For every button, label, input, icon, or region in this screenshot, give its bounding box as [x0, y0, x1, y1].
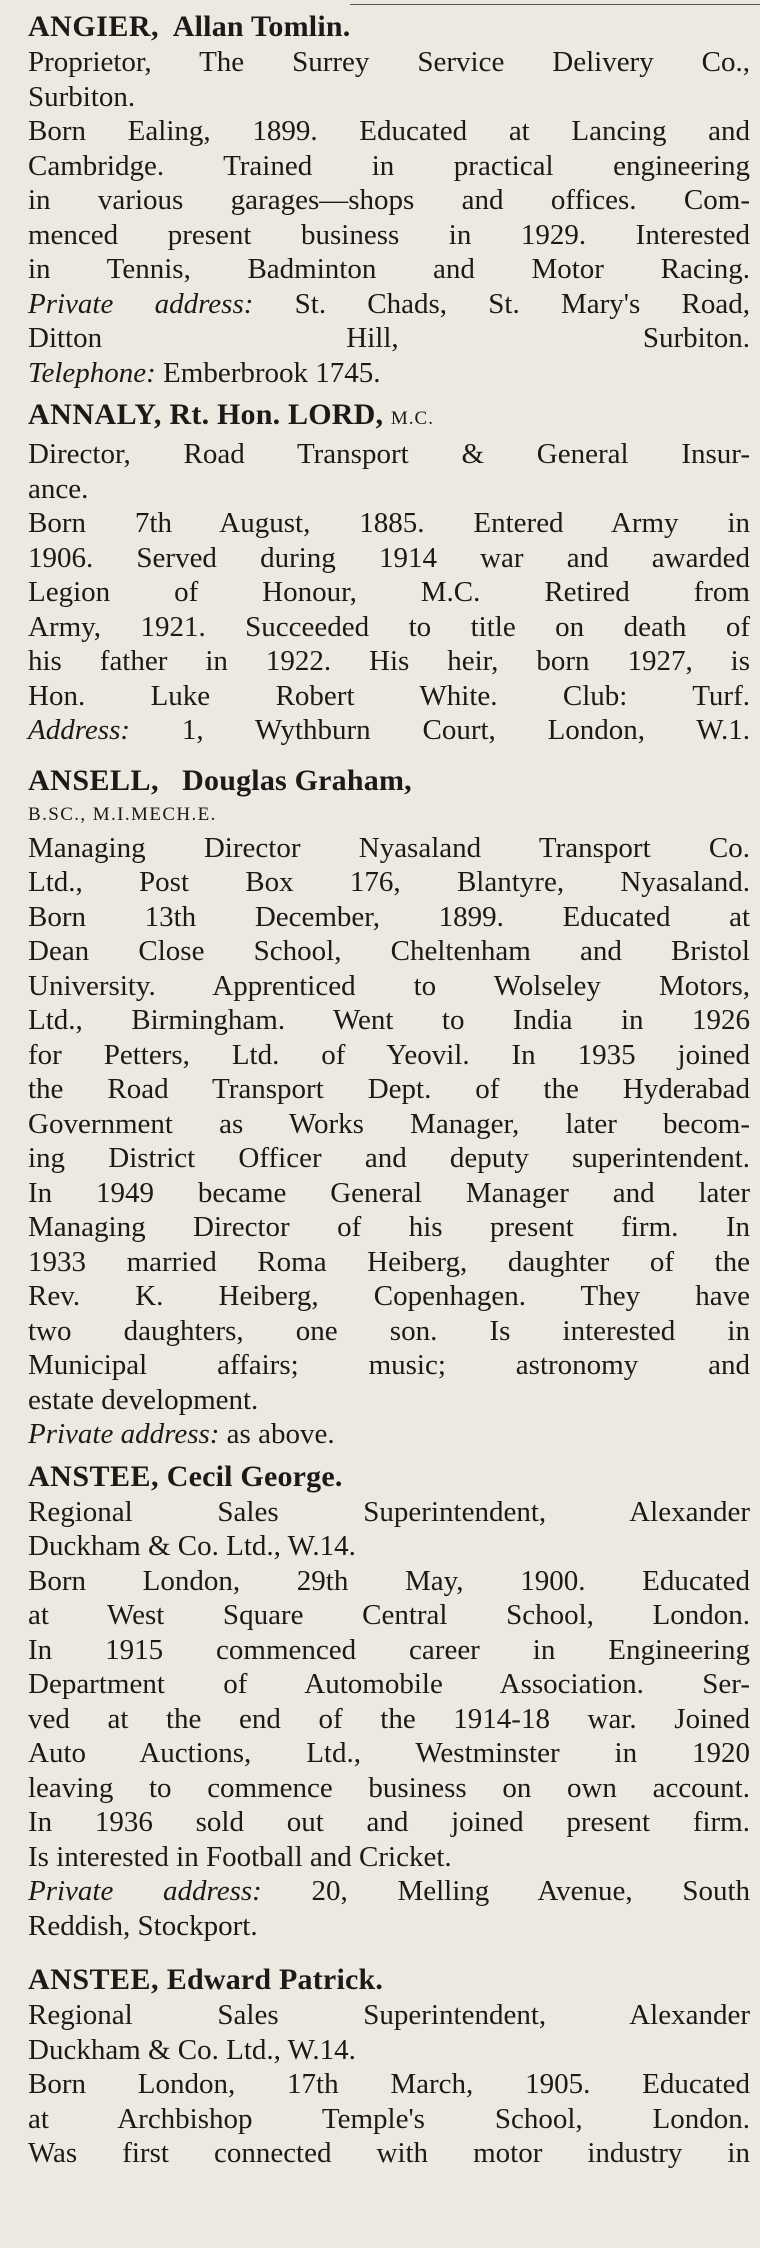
entry-text-line: two daughters, one son. Is interested in — [28, 1314, 750, 1347]
entry-text-line: Cambridge. Trained in practical engineering — [28, 149, 750, 182]
private-address-label: Private address: — [28, 1875, 262, 1907]
entry-text-line: Ltd., Post Box 176, Blantyre, Nyasaland. — [28, 866, 750, 898]
entry-text-line: Auto Auctions, Ltd., Westminster in 1920 — [28, 1737, 750, 1769]
honours-suffix: M.C. — [390, 408, 434, 429]
entry-text-line: Municipal affairs; music; astronomy and — [28, 1349, 750, 1381]
entry-text-line: in various garages—shops and offices. Com- — [28, 184, 750, 216]
entry-heading: ANSTEE, Cecil George. — [28, 1459, 343, 1493]
entry-anstee-edward — [28, 1961, 750, 2171]
private-address-label: Private address: — [28, 1418, 220, 1450]
entry-text-line: Legion of Honour, M.C. Retired from — [28, 576, 750, 608]
entry-text-line: ing District Officer and deputy superintendent. — [28, 1142, 750, 1174]
private-address-line: Private address: 20, Melling Avenue, South — [28, 1875, 751, 1907]
entry-heading: ANSELL, Douglas Graham, — [28, 763, 412, 797]
private-address-line: Ditton Hill, Surbiton. — [28, 322, 750, 354]
entry-text-line: the Road Transport Dept. of the Hyderabad — [28, 1073, 750, 1105]
entry-text-line: Rev. K. Heiberg, Copenhagen. They have — [28, 1280, 750, 1312]
entry-text-line: Surbiton. — [28, 80, 136, 113]
entry-text-line: Born London, 17th March, 1905. Educated — [28, 2068, 750, 2100]
entry-text-line: Hon. Luke Robert White. Club: Turf. — [28, 679, 750, 712]
entry-text-line: University. Apprenticed to Wolseley Motors, — [28, 969, 750, 1002]
address-label: Address: — [28, 714, 131, 746]
entry-text-line: In 1949 became General Manager and later — [28, 1176, 750, 1209]
entry-heading: ANSTEE, Edward Patrick. — [28, 1963, 384, 1996]
private-address-line: Private address: as above. — [28, 1418, 335, 1450]
entry-heading: ANNALY, Rt. Hon. LORD, M.C. — [28, 398, 434, 431]
entry-text-line: Was first connected with motor industry in — [28, 2137, 750, 2169]
qualifications: B.SC., M.I.MECH.E. — [28, 803, 217, 825]
entry-text-line: estate development. — [28, 1383, 259, 1416]
entry-text-line: Dean Close School, Cheltenham and Bristol — [28, 935, 750, 967]
entry-heading: ANGIER, Allan Tomlin. — [28, 10, 351, 43]
entry-text-line: 1906. Served during 1914 war and awarded — [28, 541, 750, 574]
entry-text-line: menced present business in 1929. Interested — [28, 218, 750, 251]
entry-text-line: Regional Sales Superintendent, Alexander — [28, 1495, 750, 1528]
entry-text-line: In 1936 sold out and joined present firm. — [28, 1806, 750, 1838]
entry-text-line: Director, Road Transport & General Insur- — [28, 438, 750, 470]
entry-text-line: leaving to commence business on own account. — [28, 1771, 750, 1804]
entry-text-line: In 1915 commenced career in Engineering — [28, 1633, 750, 1666]
address-line: Address: 1, Wythburn Court, London, W.1. — [28, 714, 751, 746]
entry-text-line: ved at the end of the 1914-18 war. Joined — [28, 1702, 750, 1735]
entry-text-line: Born Ealing, 1899. Educated at Lancing and — [28, 115, 750, 147]
entry-text-line: Government as Works Manager, later becom- — [28, 1107, 750, 1140]
private-address-line: Private address: St. Chads, St. Mary's Road, — [28, 287, 750, 320]
entry-text-line: Regional Sales Superintendent, Alexander — [28, 1999, 750, 2031]
entry-text-line: 1933 married Roma Heiberg, daughter of the — [28, 1245, 750, 1278]
entry-text-line: Born London, 29th May, 1900. Educated — [28, 1564, 750, 1597]
entry-text-line: Ltd., Birmingham. Went to India in 1926 — [28, 1004, 750, 1036]
private-address-line: Reddish, Stockport. — [28, 1909, 258, 1942]
entry-text-line: Duckham & Co. Ltd., W.14. — [28, 1530, 356, 1562]
entry-ansell — [28, 762, 750, 1452]
entry-text-line: Born 13th December, 1899. Educated at — [28, 900, 750, 933]
entry-text-line: for Petters, Ltd. of Yeovil. In 1935 joined — [28, 1038, 750, 1071]
private-address-label: Private address: — [28, 287, 254, 320]
entry-text-line: in Tennis, Badminton and Motor Racing. — [28, 253, 750, 285]
entry-text-line: Born 7th August, 1885. Entered Army in — [28, 507, 750, 539]
telephone-line: Telephone: Emberbrook 1745. — [28, 356, 381, 389]
entry-text-line: Proprietor, The Surrey Service Delivery Co., — [28, 46, 750, 78]
entry-text-line: Army, 1921. Succeeded to title on death of — [28, 610, 750, 643]
entry-text-line: his father in 1922. His heir, born 1927, is — [28, 645, 750, 677]
top-rule — [350, 4, 760, 5]
entry-text-line: Duckham & Co. Ltd., W.14. — [28, 2033, 356, 2066]
entry-text-line: ance. — [28, 472, 89, 505]
entry-text-line: Managing Director Nyasaland Transport Co. — [28, 831, 750, 864]
entry-text-line: Department of Automobile Association. Ser- — [28, 1668, 750, 1700]
entry-annaly — [28, 396, 750, 748]
entry-text-line: at West Square Central School, London. — [28, 1599, 750, 1631]
entry-text-line: Managing Director of his present firm. In — [28, 1211, 750, 1243]
entry-text-line: Is interested in Football and Cricket. — [28, 1840, 452, 1873]
telephone-label: Telephone: — [28, 356, 156, 389]
entry-angier — [28, 8, 750, 390]
entry-anstee-cecil — [28, 1458, 750, 1944]
entry-text-line: at Archbishop Temple's School, London. — [28, 2102, 750, 2135]
